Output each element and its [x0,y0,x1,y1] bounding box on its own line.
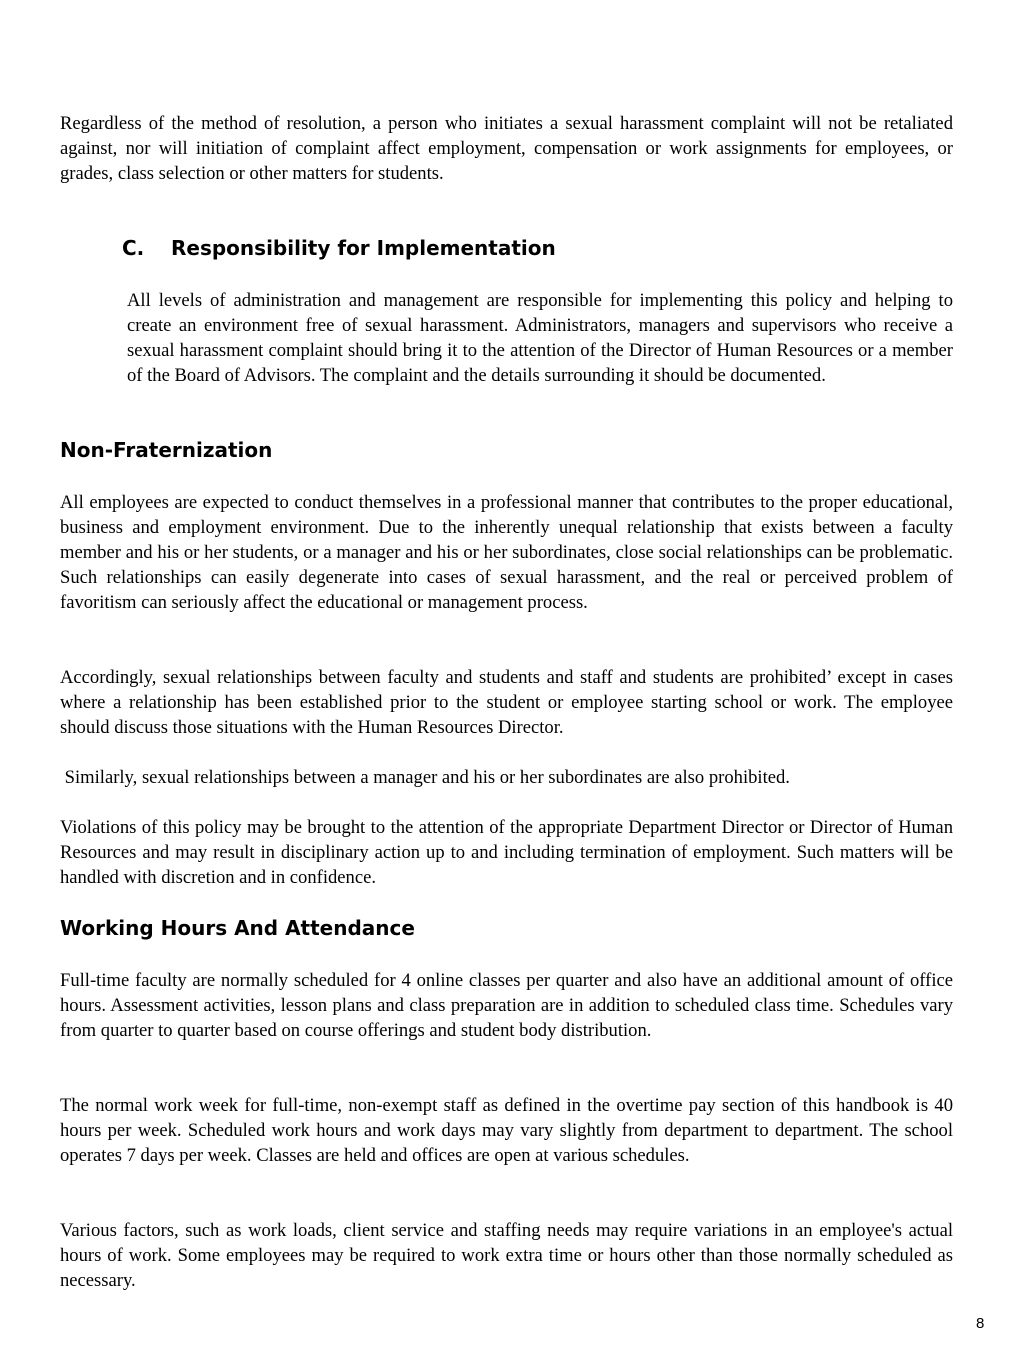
fraternization-paragraph-2: Accordingly, sexual relationships between faculty and students and staff and students are prohibited’ except in cases where a relationship has been established prior to the student or employee starting school or work. The employee should discuss those situations with the Human Resources Director. [60,667,953,738]
hours-paragraph-2: The normal work week for full-time, non-exempt staff as defined in the overtime pay section of this handbook is 40 hours per week. Scheduled work hours and work days may vary slightly from department to department. The school operates 7 days per week. Classes are held and offices are open at various schedules. [60,1095,953,1166]
working-hours-heading: Working Hours And Attendance [60,916,415,940]
responsibility-heading: Responsibility for Implementation [171,236,556,260]
hours-paragraph-3: Various factors, such as work loads, client service and staffing needs may require variations in an employee's actual hours of work. Some employees may be required to work extra time or hours other than those normally scheduled as necessary. [60,1220,953,1291]
fraternization-paragraph-3: Similarly, sexual relationships between a manager and his or her subordinates are also prohibited. [60,767,790,788]
section-c-letter: C. [122,236,145,260]
responsibility-paragraph: All levels of administration and management are responsible for implementing this policy and helping to create an environment free of sexual harassment. Administrators, managers and supervisors who receive a sexual harassment complaint should bring it to the attention of the Director of Human Resources or a member of the Board of Advisors. The complaint and the details surrounding it should be documented. [127,290,953,386]
page-number: 8 [976,1315,985,1332]
fraternization-paragraph-1: All employees are expected to conduct themselves in a professional manner that contributes to the proper educational, business and employment environment. Due to the inherently unequal relationship that exists between a faculty member and his or her students, or a manager and his or her subordinates, close social relationships can be problematic. Such relationships can easily degenerate into cases of sexual harassment, and the real or perceived problem of favoritism can seriously affect the educational or management process. [60,492,953,613]
fraternization-paragraph-4: Violations of this policy may be brought to the attention of the appropriate Department Director or Director of Human Resources and may result in disciplinary action up to and including termination of employment. Such matters will be handled with discretion and in confidence. [60,817,953,888]
hours-paragraph-1: Full-time faculty are normally scheduled for 4 online classes per quarter and also have an additional amount of office hours. Assessment activities, lesson plans and class preparation are in addition to scheduled class time. Schedules vary from quarter to quarter based on course offerings and student body distribution. [60,970,953,1041]
retaliation-paragraph: Regardless of the method of resolution, a person who initiates a sexual harassment complaint will not be retaliated against, nor will initiation of complaint affect employment, compensation or work assignments for employees, or grades, class selection or other matters for students. [60,113,953,184]
non-fraternization-heading: Non-Fraternization [60,438,273,462]
